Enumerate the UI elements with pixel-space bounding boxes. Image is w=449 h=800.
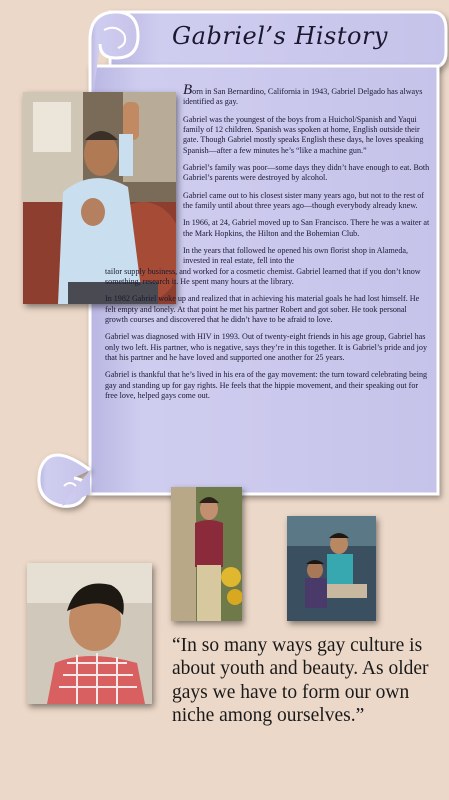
story-paragraph-8: Gabriel was diagnosed with HIV in 1993. Out of twenty-eight friends in his age group, Gabriel has only two left. His partner, who is negative, says they’re in this together. It is Gabriel’s pride and joy that his partner and he have loved and supported one another for 25 years.	[105, 332, 428, 363]
story-paragraph-1-text: orn in San Bernardino, California in 1943, Gabriel Delgado has always identified as gay.	[183, 87, 423, 107]
photo-two-boys	[287, 516, 376, 621]
photo-young-portrait	[27, 563, 152, 704]
page-title: Gabriel’s History	[172, 22, 388, 50]
story-paragraph-6b: tailor supply business, and worked for a cosmetic chemist. Gabriel learned that if you don’t know something, research it. He spent many hours at the library.	[105, 266, 421, 287]
story-paragraph-4: Gabriel came out to his closest sister many years ago, but not to the rest of the family until about three years ago—though everybody already knew.	[183, 190, 424, 211]
story-paragraph-9: Gabriel is thankful that he’s lived in his era of the gay movement: the turn toward celebrating being gay and standing up for gay rights. He feels that the hippie movement, and their speaking out for free love, helped gays come out.	[105, 370, 428, 401]
story-paragraph-5: In 1966, at 24, Gabriel moved up to San Francisco. There he was a waiter at the Mark Hopkins, the Hilton and the Bohemian Club.	[183, 218, 430, 238]
story-paragraph-1	[183, 82, 430, 108]
story-paragraph-2: Gabriel was the youngest of the boys from a Huichol/Spanish and Yaqui family of 12 children. Spanish was spoken at home, English outside their gate. Though Gabriel mostly speaks English these days, he loves speaking Spanish—after a few minutes he’s “like a machine gun.”	[183, 114, 424, 155]
story-paragraph-3: Gabriel’s family was poor—some days they didn’t have enough to eat. Both Gabriel’s parents were destroyed by alcohol.	[183, 163, 430, 183]
standing-illustration	[171, 487, 242, 621]
story-paragraph-6a: In the years that followed he opened his own florist shop in Alameda, invested in real estate, fell into the	[183, 245, 409, 266]
photo-standing-young	[171, 487, 242, 621]
story-text	[105, 82, 430, 491]
two-boys-illustration	[287, 516, 376, 621]
drop-cap: B	[183, 82, 193, 98]
pull-quote: “In so many ways gay culture is about youth and beauty. As older gays we have to form our own niche among ourselves.”	[172, 635, 429, 727]
story-paragraph-7: In 1982 Gabriel woke up and realized that in achieving his material goals he had lost himself. He felt empty and lonely. At that point he met his partner Robert and got sober. He took personal growth courses and discovered that he didn’t have to be afraid to love.	[105, 294, 420, 325]
young-portrait-illustration	[27, 563, 152, 704]
